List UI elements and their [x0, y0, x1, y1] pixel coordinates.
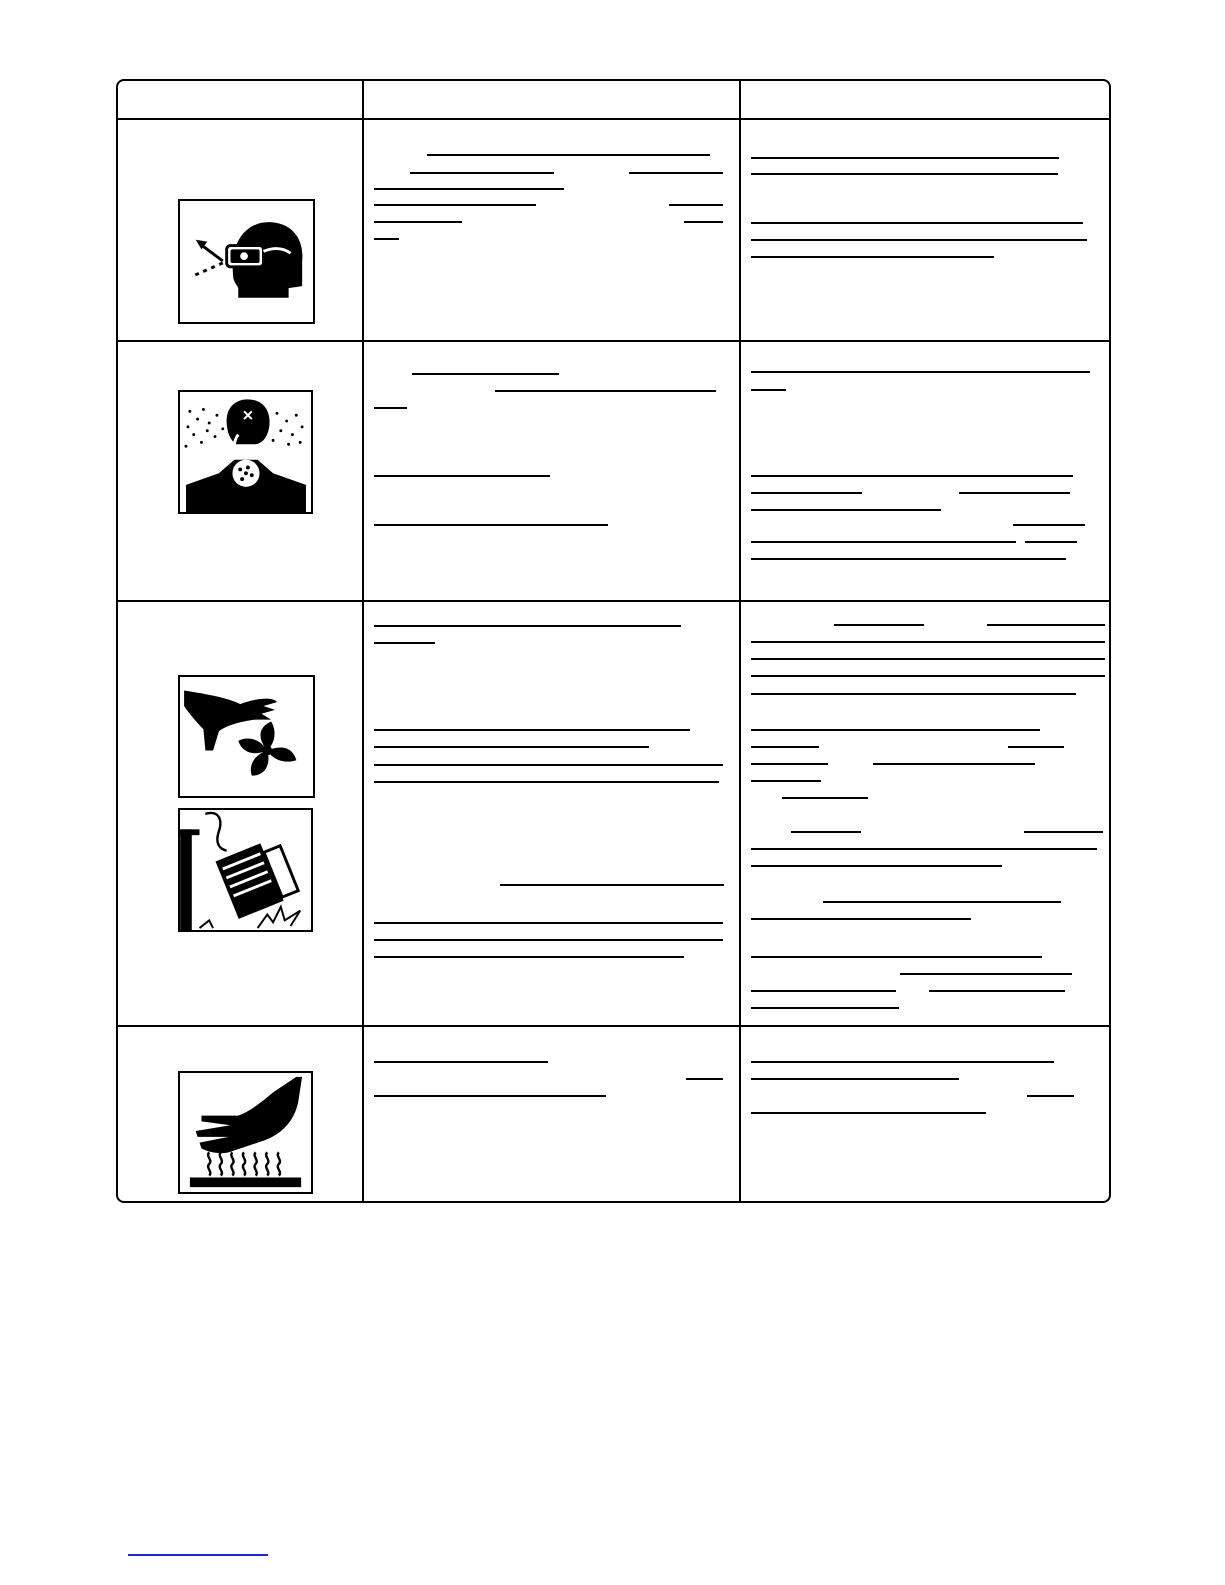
column-divider — [739, 81, 741, 1201]
column-divider — [362, 81, 364, 1201]
row-divider — [118, 1025, 1109, 1027]
safety-table — [116, 79, 1111, 1203]
footer-link[interactable] — [128, 1554, 268, 1556]
eye-protection-icon — [178, 199, 315, 324]
falling-equipment-icon — [178, 808, 313, 932]
rotating-fan-icon — [178, 675, 315, 798]
row-divider — [118, 600, 1109, 602]
row-divider — [118, 340, 1109, 342]
hot-surface-icon — [178, 1071, 313, 1194]
respiratory-hazard-icon — [178, 390, 313, 514]
header-divider — [118, 118, 1109, 120]
